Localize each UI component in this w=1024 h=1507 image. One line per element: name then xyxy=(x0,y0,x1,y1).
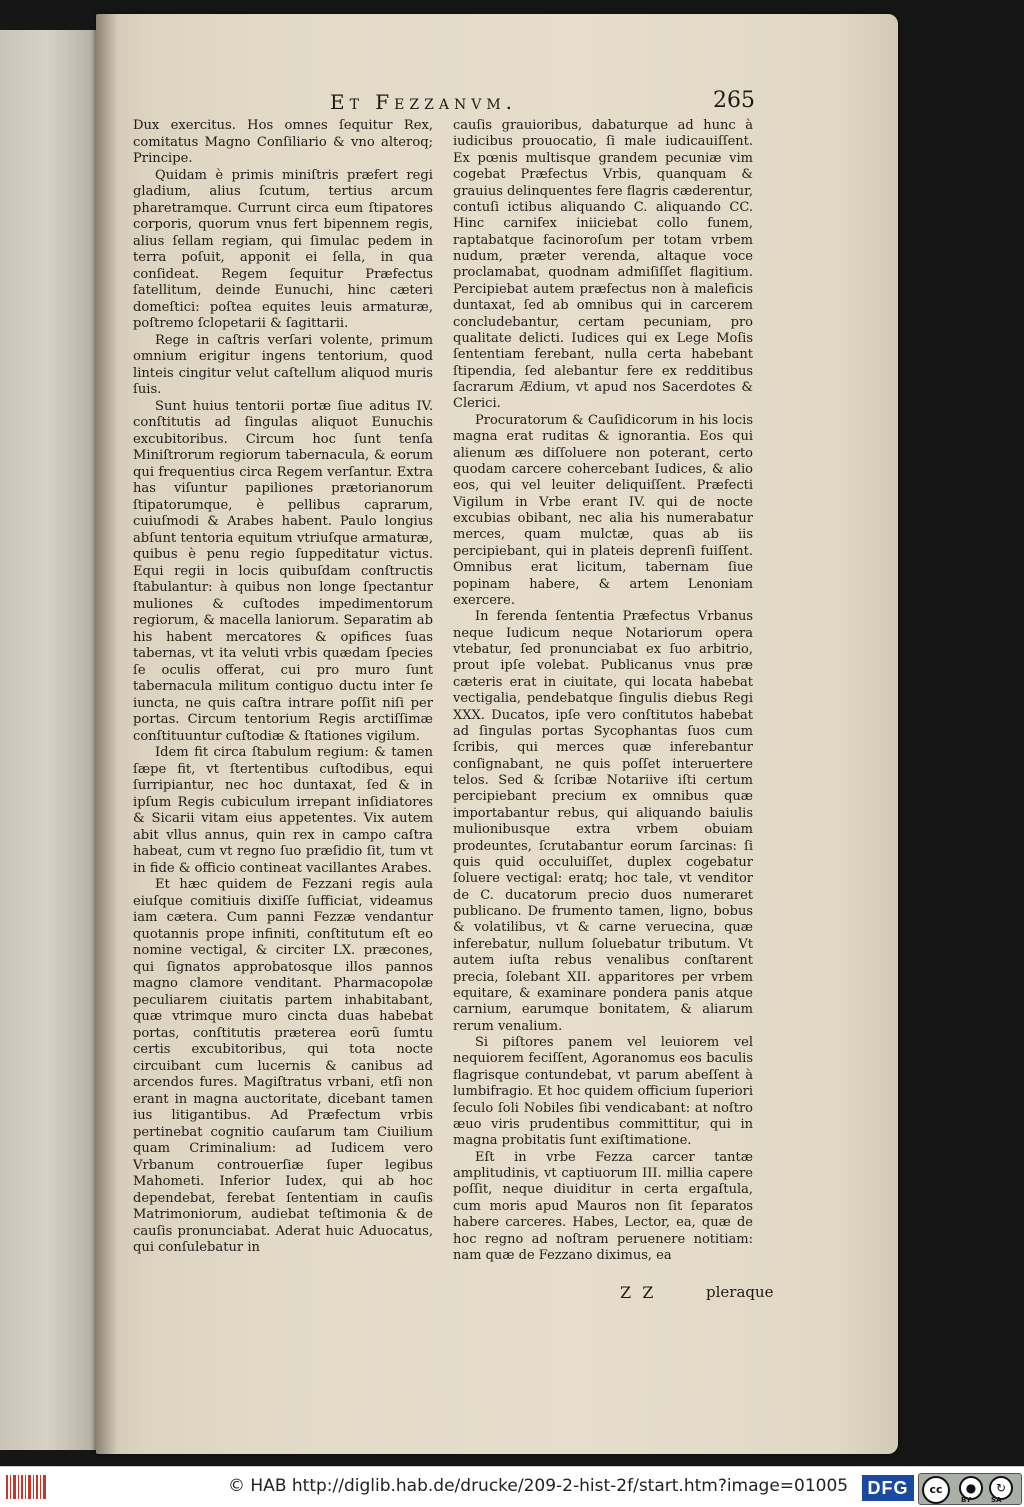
share-alike-icon: ↻ xyxy=(989,1476,1013,1500)
running-head: Et Fezzanvm. xyxy=(330,90,518,114)
page-gutter-shadow xyxy=(96,14,118,1454)
attribution-link[interactable]: © HAB http://diglib.hab.de/drucke/209-2-hist-2f/start.htm?image=01005 xyxy=(228,1476,849,1496)
cc-license-badge[interactable] xyxy=(918,1473,1022,1505)
catchword: pleraque xyxy=(706,1283,774,1301)
by-label: BY xyxy=(961,1496,972,1504)
dfg-logo[interactable]: DFG xyxy=(862,1475,914,1501)
paragraph: Sunt huius tentorii portæ ſiue aditus IV. conſtitutis ad ſingulas aliquot Eunuchis excubitoribus. Circum hoc ſunt tenſa Miniſtrorum regiorum tabernacula, & eorum qui frequentius circa Regem verſantur. Extra has viſuntur papiliones prætorianorum ſtipatorumque, è pellibus caprarum, cuiuſmodi & Arabes habent. Paulo longius abſunt tentoria equitum vtriuſque armaturæ, quibus è penu regio ſuppeditatur victus. Equi regii in locis quibuſdam conſtructis ſtabulantur: à quibus non longe ſpectantur muliones & cuſtodes impedimentorum regiorum, & macella laniorum. Separatim ab his habent mercatores & opifices ſuas tabernas, vt ita veluti vrbis quædam ſpecies ſe oculis offerat, cui pro muro ſunt tabernacula militum contiguo ductu inter ſe iuncta, ne quis caſtra intrare poſſit niſi per portas. Circum tentorium Regis arctiſſimæ conſtituuntur cuſtodiæ & ſtationes vigilum. xyxy=(133,398,433,744)
text-column-right xyxy=(453,118,753,1264)
paragraph: cauſis grauioribus, dabaturque ad hunc à iudicibus prouocatio, ſi male iudicauiſſent. Ex pœnis multisque grandem pecuniæ vim cogebat Præfectus Vrbis, quanquam & grauius delinquentes fere flagris cæderentur, contuſi ictibus aliquando C. aliquando CC. Hinc carnifex iniiciebat collo funem, raptabatque facinoroſum per totam vrbem nudum, præter verenda, altaque voce proclamabat, quodnam admiſiſſet flagitium. Percipiebat autem præfectus non à maleficis duntaxat, ſed ab omnibus qui in carcerem concludebantur, certam pecuniam, pro qualitate delicti. Iudices qui ex Lege Moſis ſententiam ferebant, nulla certa habebant ſtipendia, ſed alebantur fere ex redditibus ſacrarum Ædium, vt apud nos Sacerdotes & Clerici. xyxy=(453,118,753,412)
cc-icon: cc xyxy=(922,1476,950,1504)
text-column-left xyxy=(133,118,433,1257)
person-icon: ● xyxy=(959,1476,983,1500)
paragraph: Procuratorum & Cauſidicorum in his locis magna erat ruditas & ignorantia. Eos qui alienum æs diſſoluere non poterant, certo quodam carcere cohercebant Iudices, & alio eos, qui vel leuiter deliquiſſent. Præfecti Vigilum in Vrbe erant IV. qui de nocte excubias obibant, nec alia his numerabatur merces, quam mulctæ, quas ab iis percipiebant, qui in plateis deprenſi fuiſſent. Omnibus erat licitum, tabernam ſiue popinam habere, & artem Lenoniam exercere. xyxy=(453,412,753,608)
paragraph: Rege in caſtris verſari volente, primum omnium erigitur ingens tentorium, quod linteis cingitur velut caſtellum aliquod muris ſuis. xyxy=(133,332,433,397)
paragraph: Idem fit circa ſtabulum regium: & tamen ſæpe fit, vt ſtertentibus cuſtodibus, equi ſurripiantur, nec hoc duntaxat, ſed & in ipſum Regis cubiculum irrepant inſidiatores & Sicarii vitam eius appetentes. Vix autem abit vllus annus, quin rex in campo caſtra habeat, cum vt regno ſuo præſidio ſit, tum vt in fide & officio contineat vacillantes Arabes. xyxy=(133,745,433,876)
paragraph: Quidam è primis miniſtris præfert regi gladium, alius ſcutum, tertius arcum pharetramque. Currunt circa eum ſtipatores corporis, quorum vnus fert bipennem regis, alius ſellam regiam, qui ſimulac pedem in terra poſuit, apponit ei ſella, in qua conſideat. Regem ſequitur Præfectus ſatellitum, deinde Eunuchi, hinc cæteri domeſtici: poſtea equites leuis armaturæ, poſtremo ſclopetarii & ſagittarii. xyxy=(133,167,433,331)
barcode-icon xyxy=(4,1471,48,1503)
paragraph: Eſt in vrbe Fezza carcer tantæ amplitudinis, vt captiuorum III. millia capere poſſit, neque diuiditur in certa ergaſtula, cum moris apud Mauros non ſit ſeparatos habere carceres. Habes, Lector, ea, quæ de hoc regno ad noſtram peruenere notitiam: nam quæ de Fezzano diximus, ea xyxy=(453,1149,753,1263)
viewer-footer xyxy=(0,1466,1024,1507)
sa-label: SA xyxy=(991,1496,1002,1504)
paragraph: Et hæc quidem de Fezzani regis aula eiuſque comitiuis dixiſſe ſufficiat, videamus iam cætera. Cum panni Fezzæ vendantur quotannis prope infiniti, conſtitutum eſt eo nomine vectigal, & circiter LX. præcones, qui ſignatos approbatosque illos pannos magno clamore venditant. Pharmacopolæ peculiarem ciuitatis partem inhabitabant, quæ vtrimque muro cincta duas habebat portas, conſtitutis præterea eorũ ſumtu certis excubitoribus, qui tota nocte circuibant cum lucernis & canibus ad arcendos fures. Magiſtratus vrbani, etſi non erant in magna auctoritate, dicebant tamen ius litigantibus. Ad Præfectum vrbis pertinebat cognitio cauſarum tam Ciuilium quam Criminalium: ad Iudicem vero Vrbanum controuerſiæ ſuper legibus Mahometi. Inferior Iudex, qui ab hoc dependebat, ferebat ſententiam in cauſis Matrimoniorum, audiebat teſtimonia & de cauſis pronunciabat. Aderat huic Aduocatus, qui conſulebatur in xyxy=(133,877,433,1255)
paragraph: In ferenda ſententia Præfectus Vrbanus neque Iudicum neque Notariorum opera vtebatur, ſed pronunciabat ex ſuo arbitrio, prout ipſe volebat. Publicanus vnus præ cæteris erat in ciuitate, qui locata habebat vectigalia, pendebatque ſingulis diebus Regi XXX. Ducatos, ipſe vero conſtitutos habebat ad ſingulas portas Sycophantas ſuos cum ſcribis, qui merces quæ inferebantur conſignabant, ne quis poſſet interuertere telos. Sed & ſcribæ Notariive iſti certum percipiebant precium ex omnibus quæ importabantur rebus, qui aliquando baiulis mulionibusque extra vrbem obuiam prodeuntes, ſcrutabantur eorum ſarcinas: ſi quis quid occuluiſſet, duplex cogebatur ſoluere vectigal: eratq; hoc tale, vt venditor de C. ducatorum precio duos numeraret publicano. De frumento tamen, ligno, bobus & volatilibus, vt & carne veruecina, quæ inferebatur, nullum ſoluebatur tributum. Vt autem iuſta rebus venalibus conſtarent precia, ſolebant XII. apparitores per vrbem equitare, & examinare pondera panis atque carnium, earumque bonitatem, & aliarum rerum venalium. xyxy=(453,609,753,1034)
page-number: 265 xyxy=(713,88,755,113)
paragraph: Dux exercitus. Hos omnes ſequitur Rex, comitatus Magno Conſiliario & vno alteroq; Principe. xyxy=(133,118,433,166)
signature-mark: Z Z xyxy=(620,1283,657,1302)
paragraph: Si piſtores panem vel leuiorem vel nequiorem feciſſent, Agoranomus eos baculis flagrisque contundebat, vt parum abeſſent à lumbifragio. Et hoc quidem officium ſuperiori ſeculo ſoli Nobiles ſibi vendicabant: at noſtro æuo viris prudentibus committitur, qui in magna probitatis ſunt exiſtimatione. xyxy=(453,1035,753,1149)
